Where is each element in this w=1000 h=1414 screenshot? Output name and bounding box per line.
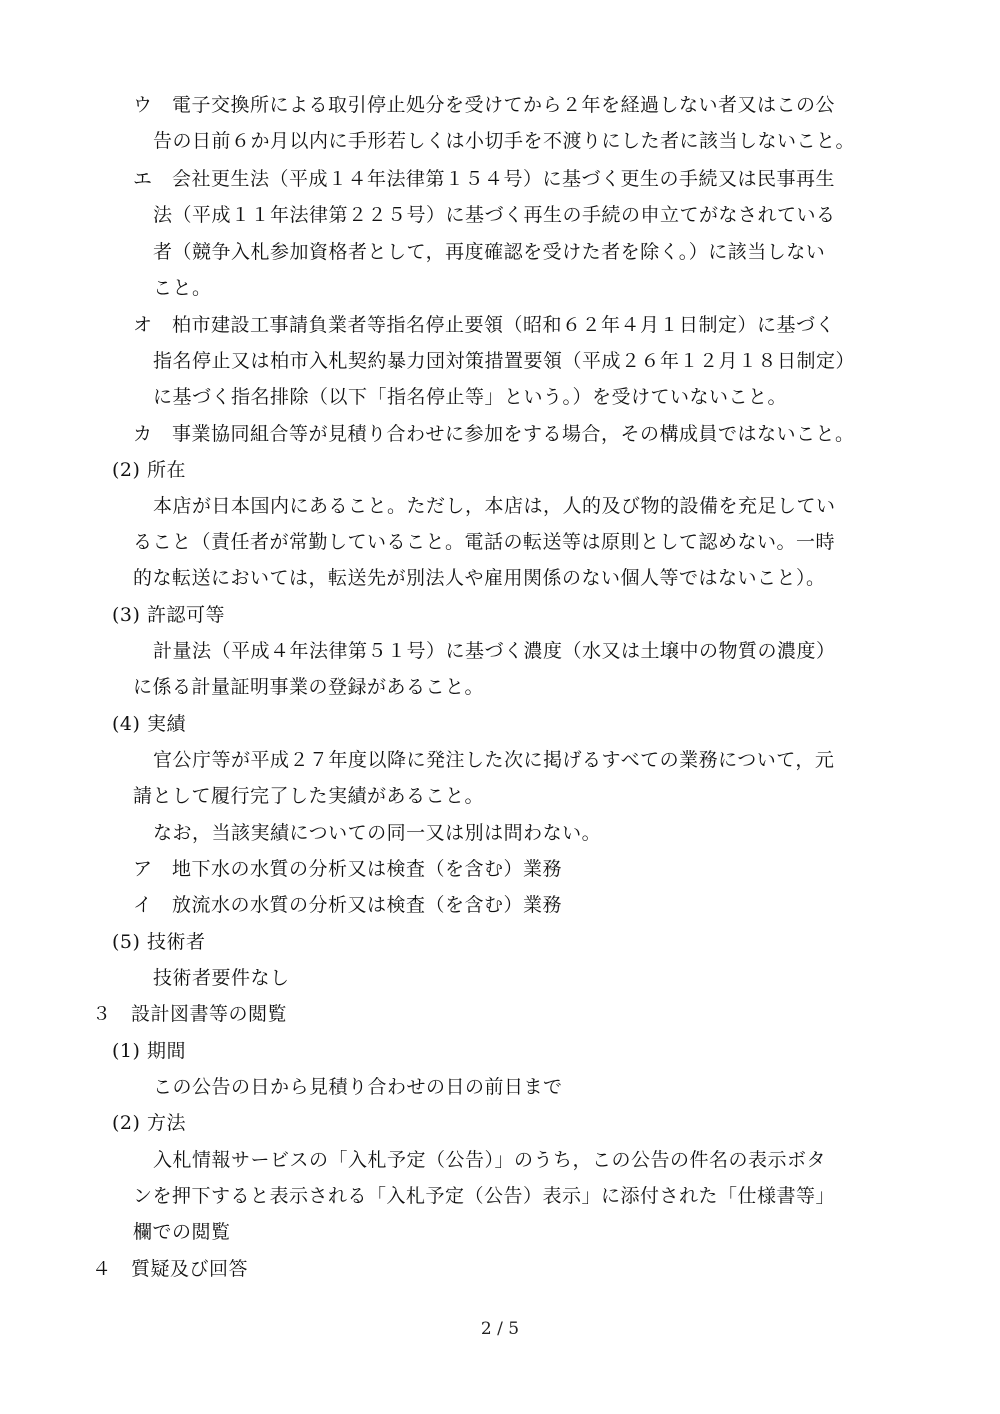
- text-line: 本店が日本国内にあること。ただし，本店は，人的及び物的設備を充足してい: [153, 495, 836, 517]
- text-line: 的な転送においては，転送先が別法人や雇用関係のない個人等ではないこと）。: [133, 567, 826, 589]
- text-line: 告の日前６か月以内に手形若しくは小切手を不渡りにした者に該当しないこと。: [153, 130, 856, 152]
- text-line: 法（平成１１年法律第２２５号）に基づく再生の手続の申立てがなされている: [153, 204, 836, 226]
- text-line: ンを押下すると表示される「入札予定（公告）表示」に添付された「仕様書等」: [133, 1185, 836, 1207]
- text-line: なお，当該実績についての同一又は別は問わない。: [153, 822, 602, 844]
- text-line: 指名停止又は柏市入札契約暴力団対策措置要領（平成２６年１２月１８日制定）: [153, 350, 856, 372]
- text-line: に係る計量証明事業の登録があること。: [133, 676, 485, 698]
- text-line: 計量法（平成４年法律第５１号）に基づく濃度（水又は土壌中の物質の濃度）: [153, 640, 836, 662]
- text-line: 技術者要件なし: [153, 967, 290, 989]
- text-line: この公告の日から見積り合わせの日の前日まで: [153, 1076, 563, 1098]
- text-line: 請として履行完了した実績があること。: [133, 785, 485, 807]
- text-line: 欄での閲覧: [133, 1221, 231, 1243]
- section-heading: (3) 許認可等: [112, 604, 225, 626]
- section-heading: (2) 所在: [112, 459, 186, 481]
- text-line: 入札情報サービスの「入札予定（公告）」のうち，この公告の件名の表示ボタ: [153, 1149, 827, 1171]
- section-heading: (2) 方法: [112, 1112, 186, 1134]
- chapter-heading: ４ 質疑及び回答: [92, 1258, 249, 1280]
- text-line: に基づく指名排除（以下「指名停止等」という。）を受けていないこと。: [153, 386, 788, 408]
- text-line: ウ 電子交換所による取引停止処分を受けてから２年を経過しない者又はこの公: [133, 94, 836, 116]
- text-line: こと。: [153, 277, 212, 299]
- section-heading: (4) 実績: [112, 713, 186, 735]
- text-line: オ 柏市建設工事請負業者等指名停止要領（昭和６２年４月１日制定）に基づく: [133, 314, 836, 336]
- text-line: ア 地下水の水質の分析又は検査（を含む）業務: [133, 858, 563, 880]
- text-line: 者（競争入札参加資格者として，再度確認を受けた者を除く。）に該当しない: [153, 241, 826, 263]
- page-number: 2 / 5: [480, 1319, 520, 1339]
- text-line: カ 事業協同組合等が見積り合わせに参加をする場合，その構成員ではないこと。: [133, 423, 855, 445]
- section-heading: (5) 技術者: [112, 931, 206, 953]
- text-line: 官公庁等が平成２７年度以降に発注した次に掲げるすべての業務について，元: [153, 749, 835, 771]
- text-line: イ 放流水の水質の分析又は検査（を含む）業務: [133, 894, 563, 916]
- text-line: ること（責任者が常勤していること。電話の転送等は原則として認めない。一時: [133, 531, 836, 553]
- chapter-heading: ３ 設計図書等の閲覧: [92, 1003, 288, 1025]
- section-heading: (1) 期間: [112, 1040, 186, 1062]
- text-line: エ 会社更生法（平成１４年法律第１５４号）に基づく更生の手続又は民事再生: [133, 168, 836, 190]
